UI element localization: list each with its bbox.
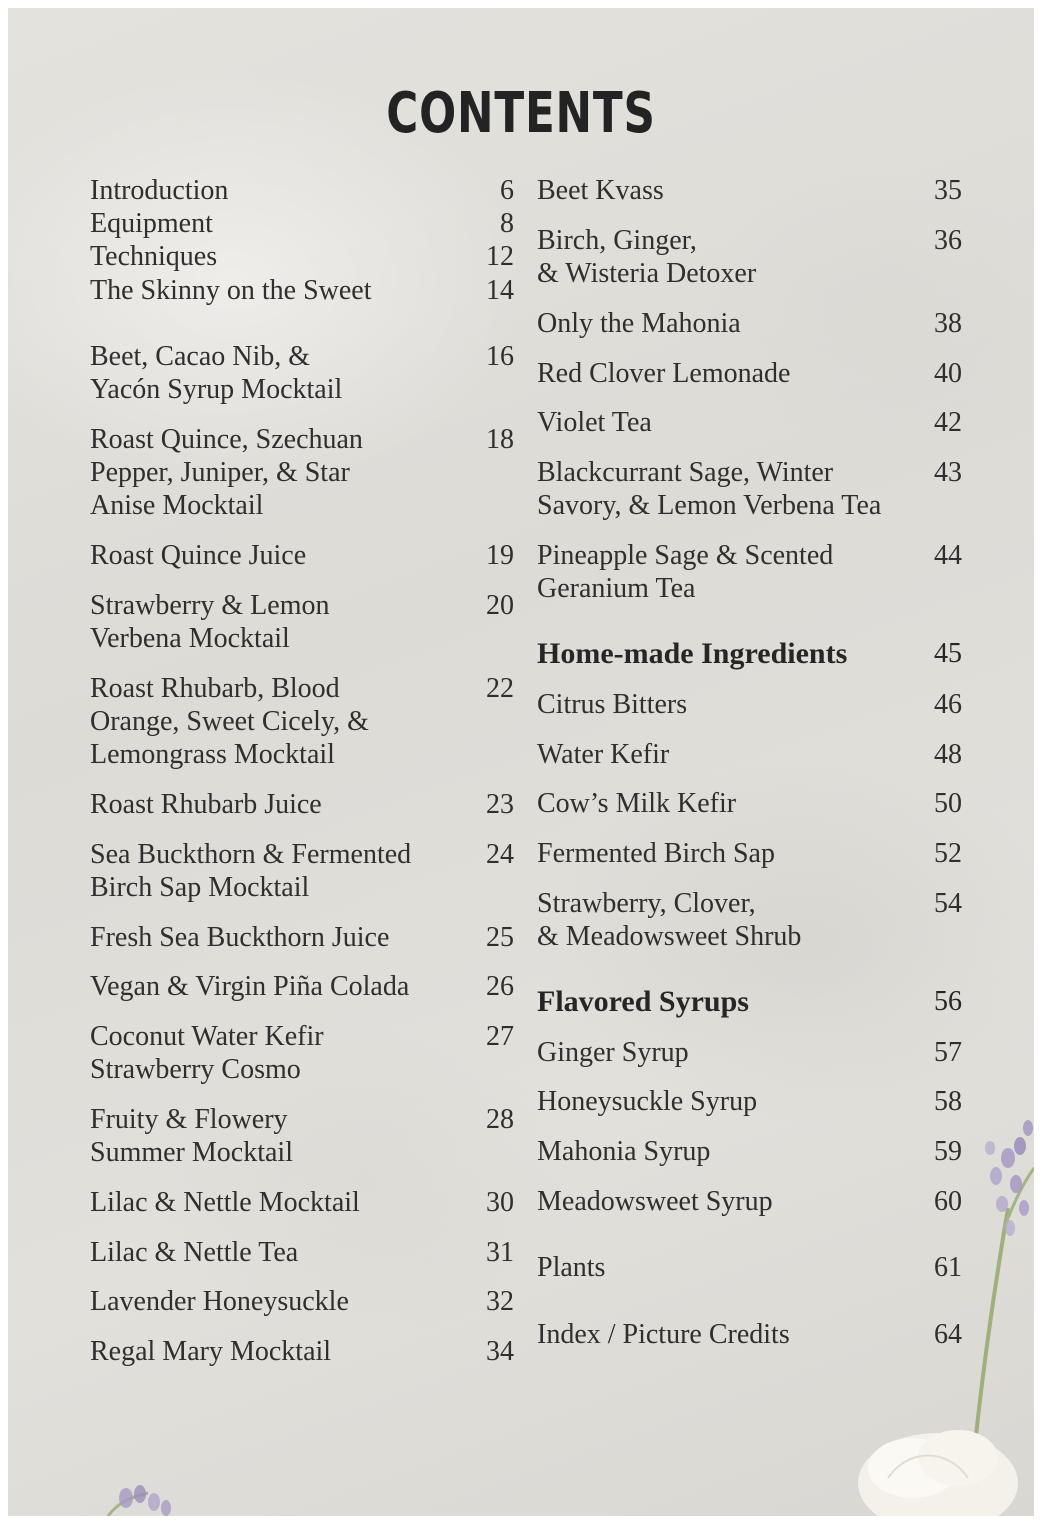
toc-entry-page: 34 bbox=[486, 1336, 514, 1367]
toc-entry-page: 60 bbox=[934, 1186, 962, 1217]
toc-entry-page: 56 bbox=[934, 986, 962, 1017]
toc-entry-page: 45 bbox=[934, 638, 962, 669]
toc-entry-title: Water Kefir bbox=[537, 739, 670, 770]
toc-entry-title: Beet, Cacao Nib, & Yacón Syrup Mocktail bbox=[90, 341, 343, 405]
toc-entry-page: 24 bbox=[486, 839, 514, 870]
toc-entry-title: Roast Rhubarb, Blood Orange, Sweet Cicely, & Lemongrass Mocktail bbox=[90, 673, 369, 770]
toc-entry-title: Roast Quince Juice bbox=[90, 540, 307, 571]
toc-entry-page: 58 bbox=[934, 1086, 962, 1117]
toc-entry-title: Strawberry, Clover, & Meadowsweet Shrub bbox=[537, 888, 802, 952]
toc-entry-page: 14 bbox=[486, 275, 514, 306]
toc-entry[interactable] bbox=[90, 1236, 514, 1269]
white-rose-icon bbox=[858, 1430, 1018, 1516]
toc-entry-page: 36 bbox=[934, 225, 962, 256]
toc-entry-page: 40 bbox=[934, 358, 962, 389]
toc-entry-title: Index / Picture Credits bbox=[537, 1319, 790, 1350]
toc-entry-title: Home-made Ingredients bbox=[537, 637, 848, 670]
toc-entry-page: 16 bbox=[486, 341, 514, 372]
toc-entry-title: Lilac & Nettle Tea bbox=[90, 1237, 299, 1268]
toc-entry[interactable] bbox=[537, 1036, 962, 1069]
toc-entry-title: Birch, Ginger, & Wisteria Detoxer bbox=[537, 225, 757, 289]
toc-entry[interactable] bbox=[90, 274, 514, 307]
toc-entry-title: Sea Buckthorn & Fermented Birch Sap Mocktail bbox=[90, 839, 412, 903]
toc-entry-page: 54 bbox=[934, 888, 962, 919]
toc-entry[interactable] bbox=[90, 340, 514, 406]
toc-entry[interactable] bbox=[90, 423, 514, 522]
toc-entry-page: 57 bbox=[934, 1037, 962, 1068]
toc-entry-page: 61 bbox=[934, 1252, 962, 1283]
toc-entry[interactable] bbox=[90, 970, 514, 1003]
toc-entry-title: Fermented Birch Sap bbox=[537, 838, 775, 869]
toc-entry-title: Flavored Syrups bbox=[537, 985, 749, 1018]
toc-entry-title: Roast Quince, Szechuan Pepper, Juniper, & Star Anise Mocktail bbox=[90, 424, 363, 521]
toc-entry-page: 52 bbox=[934, 838, 962, 869]
toc-entry-title: Strawberry & Lemon Verbena Mocktail bbox=[90, 590, 330, 654]
toc-entry[interactable] bbox=[90, 539, 514, 572]
toc-entry[interactable] bbox=[537, 539, 962, 605]
toc-entry[interactable] bbox=[537, 224, 962, 290]
toc-entry-title: Vegan & Virgin Piña Colada bbox=[90, 971, 410, 1002]
toc-entry-title: Roast Rhubarb Juice bbox=[90, 789, 322, 820]
toc-entry-title: Red Clover Lemonade bbox=[537, 358, 791, 389]
toc-entry-title: The Skinny on the Sweet bbox=[90, 275, 372, 306]
toc-entry-title: Pineapple Sage & Scented Geranium Tea bbox=[537, 540, 834, 604]
toc-entry-page: 27 bbox=[486, 1021, 514, 1052]
toc-entry[interactable] bbox=[90, 1285, 514, 1318]
toc-entry-page: 26 bbox=[486, 971, 514, 1002]
lavender-sprig-left-icon bbox=[108, 1485, 171, 1516]
toc-entry-page: 12 bbox=[486, 241, 514, 272]
toc-entry-title: Plants bbox=[537, 1252, 606, 1283]
toc-entry-title: Lavender Honeysuckle bbox=[90, 1286, 349, 1317]
toc-entry[interactable] bbox=[537, 1251, 962, 1284]
toc-entry[interactable] bbox=[537, 357, 962, 390]
toc-entry-title: Beet Kvass bbox=[537, 175, 664, 206]
toc-entry[interactable] bbox=[90, 672, 514, 771]
toc-entry-page: 22 bbox=[486, 673, 514, 704]
lavender-sprig-right-icon bbox=[968, 1120, 1034, 1516]
toc-entry-page: 18 bbox=[486, 424, 514, 455]
toc-entry-page: 42 bbox=[934, 407, 962, 438]
toc-entry-title: Mahonia Syrup bbox=[537, 1136, 711, 1167]
toc-entry-page: 43 bbox=[934, 457, 962, 488]
toc-entry-page: 35 bbox=[934, 175, 962, 206]
toc-entry-page: 44 bbox=[934, 540, 962, 571]
toc-entry-title: Meadowsweet Syrup bbox=[537, 1186, 773, 1217]
toc-entry[interactable] bbox=[537, 837, 962, 870]
toc-section-heading[interactable] bbox=[537, 985, 962, 1018]
toc-entry[interactable] bbox=[90, 921, 514, 954]
toc-entry[interactable] bbox=[90, 589, 514, 655]
toc-entry-page: 6 bbox=[500, 175, 514, 206]
toc-entry[interactable] bbox=[537, 307, 962, 340]
toc-entry[interactable] bbox=[537, 688, 962, 721]
toc-entry-title: Blackcurrant Sage, Winter Savory, & Lemon Verbena Tea bbox=[537, 457, 882, 521]
toc-entry[interactable] bbox=[90, 207, 514, 240]
toc-entry-page: 8 bbox=[500, 208, 514, 239]
toc-entry-page: 59 bbox=[934, 1136, 962, 1167]
toc-entry[interactable] bbox=[90, 1020, 514, 1086]
toc-entry-title: Honeysuckle Syrup bbox=[537, 1086, 758, 1117]
toc-entry-page: 25 bbox=[486, 922, 514, 953]
toc-entry[interactable] bbox=[537, 406, 962, 439]
toc-entry[interactable] bbox=[90, 1335, 514, 1368]
toc-entry[interactable] bbox=[537, 887, 962, 953]
toc-entry[interactable] bbox=[90, 1186, 514, 1219]
toc-entry[interactable] bbox=[537, 1185, 962, 1218]
toc-entry-title: Violet Tea bbox=[537, 407, 652, 438]
toc-entry-title: Only the Mahonia bbox=[537, 308, 741, 339]
toc-entry-page: 19 bbox=[486, 540, 514, 571]
toc-entry[interactable] bbox=[90, 838, 514, 904]
toc-entry-page: 38 bbox=[934, 308, 962, 339]
toc-entry-page: 31 bbox=[486, 1237, 514, 1268]
toc-entry-page: 30 bbox=[486, 1187, 514, 1218]
toc-section-heading[interactable] bbox=[537, 637, 962, 670]
toc-entry-page: 20 bbox=[486, 590, 514, 621]
toc-entry[interactable] bbox=[537, 787, 962, 820]
toc-entry-title: Ginger Syrup bbox=[537, 1037, 689, 1068]
toc-entry-title: Lilac & Nettle Mocktail bbox=[90, 1187, 360, 1218]
toc-entry[interactable] bbox=[537, 456, 962, 522]
toc-entry[interactable] bbox=[537, 738, 962, 771]
page-title: CONTENTS bbox=[386, 81, 656, 146]
toc-entry-title: Techniques bbox=[90, 241, 218, 272]
toc-entry-page: 50 bbox=[934, 788, 962, 819]
toc-entry-title: Citrus Bitters bbox=[537, 689, 688, 720]
toc-entry-page: 28 bbox=[486, 1104, 514, 1135]
contents-page bbox=[8, 8, 1034, 1516]
toc-entry[interactable] bbox=[537, 1135, 962, 1168]
toc-entry-title: Regal Mary Mocktail bbox=[90, 1336, 332, 1367]
toc-entry-title: Cow’s Milk Kefir bbox=[537, 788, 737, 819]
toc-entry[interactable] bbox=[90, 240, 514, 273]
toc-entry-title: Equipment bbox=[90, 208, 213, 239]
toc-entry-page: 46 bbox=[934, 689, 962, 720]
toc-entry-title: Fruity & Flowery Summer Mocktail bbox=[90, 1104, 293, 1168]
toc-entry-page: 64 bbox=[934, 1319, 962, 1350]
toc-entry-page: 23 bbox=[486, 789, 514, 820]
toc-entry-title: Fresh Sea Buckthorn Juice bbox=[90, 922, 390, 953]
toc-entry[interactable] bbox=[90, 1103, 514, 1169]
toc-entry[interactable] bbox=[90, 174, 514, 207]
toc-entry[interactable] bbox=[90, 788, 514, 821]
toc-entry-page: 32 bbox=[486, 1286, 514, 1317]
toc-entry-title: Introduction bbox=[90, 175, 229, 206]
toc-entry-page: 48 bbox=[934, 739, 962, 770]
toc-entry[interactable] bbox=[537, 174, 962, 207]
toc-entry[interactable] bbox=[537, 1318, 962, 1351]
toc-entry-title: Coconut Water Kefir Strawberry Cosmo bbox=[90, 1021, 324, 1085]
toc-entry[interactable] bbox=[537, 1085, 962, 1118]
